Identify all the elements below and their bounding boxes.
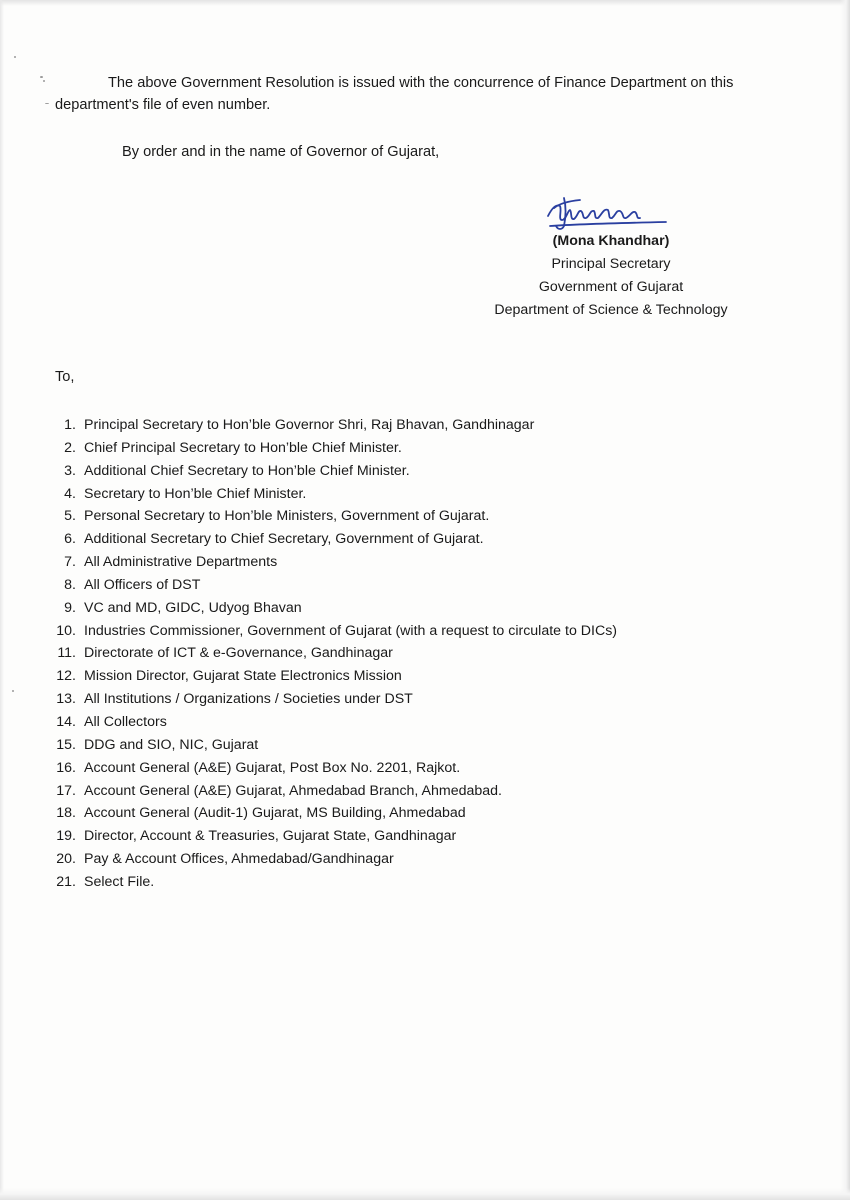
distribution-item-text: All Officers of DST: [84, 576, 201, 593]
signature-underline: [550, 222, 666, 226]
distribution-item-number: 9.: [64, 599, 76, 616]
distribution-item-text: Principal Secretary to Hon’ble Governor Shri, Raj Bhavan, Gandhinagar: [84, 417, 535, 433]
distribution-item: [0, 505, 617, 528]
order-line: By order and in the name of Governor of Gujarat,: [122, 144, 440, 160]
distribution-item-number: 17.: [56, 782, 76, 799]
distribution-item: [0, 802, 617, 825]
distribution-item-text: Mission Director, Gujarat State Electronics Mission: [84, 668, 402, 685]
distribution-item-text: Account General (A&E) Gujarat, Post Box No. 2201, Rajkot.: [84, 759, 461, 776]
distribution-item: [0, 665, 617, 688]
distribution-item-number: 10.: [56, 622, 76, 639]
distribution-item-number: 4.: [64, 485, 76, 502]
distribution-list: [0, 414, 617, 894]
distribution-item-number: 15.: [56, 736, 76, 753]
distribution-item: [0, 574, 617, 597]
distribution-item: [0, 871, 617, 894]
signature-stroke: [548, 205, 640, 220]
signatory-block: [455, 230, 767, 322]
to-label: To,: [55, 369, 75, 385]
scan-speck: [14, 56, 16, 58]
distribution-item-number: 5.: [64, 508, 76, 525]
distribution-item: [0, 711, 617, 734]
distribution-item-number: 16.: [56, 759, 76, 776]
distribution-item-number: 2.: [64, 439, 76, 456]
distribution-item-number: 7.: [64, 554, 76, 571]
distribution-item: [0, 528, 617, 551]
distribution-item-number: 20.: [56, 851, 76, 868]
distribution-item-text: All Collectors: [84, 713, 167, 730]
distribution-item: [0, 483, 617, 506]
distribution-item: [0, 642, 617, 665]
distribution-item-text: Directorate of ICT & e-Governance, Gandhinagar: [84, 645, 393, 662]
distribution-item-text: Secretary to Hon’ble Chief Minister.: [84, 485, 307, 502]
distribution-item: [0, 757, 617, 780]
distribution-item-text: Industries Commissioner, Government of Gujarat (with a request to circulate to DICs): [84, 622, 618, 639]
distribution-item-text: All Institutions / Organizations / Societies under DST: [84, 691, 413, 708]
distribution-item-number: 3.: [64, 462, 76, 479]
distribution-item-text: Additional Chief Secretary to Hon’ble Chief Minister.: [84, 462, 410, 479]
distribution-item-text: All Administrative Departments: [84, 554, 278, 571]
distribution-item-text: Pay & Account Offices, Ahmedabad/Gandhinagar: [84, 851, 394, 868]
distribution-item-number: 21.: [56, 873, 76, 890]
distribution-item-text: VC and MD, GIDC, Udyog Bhavan: [84, 599, 302, 616]
distribution-item-text: DDG and SIO, NIC, Gujarat: [84, 736, 259, 753]
distribution-item-text: Director, Account & Treasuries, Gujarat State, Gandhinagar: [84, 828, 457, 845]
distribution-item-text: Select File.: [84, 873, 155, 890]
distribution-item: [0, 437, 617, 460]
signatory-designation: Principal Secretary: [551, 256, 671, 272]
distribution-item-number: 19.: [56, 828, 76, 845]
scan-edge-top: [0, 0, 850, 6]
distribution-item-number: 18.: [56, 805, 76, 822]
distribution-item: [0, 414, 617, 437]
distribution-item-number: 8.: [64, 576, 76, 593]
resolution-line-2: department's file of even number.: [55, 97, 271, 113]
distribution-item-number: 11.: [57, 645, 76, 662]
scan-edge-bottom: [0, 1188, 850, 1200]
signatory-government: Government of Gujarat: [538, 279, 684, 295]
distribution-item-number: 12.: [56, 668, 76, 685]
scan-speck: [43, 80, 45, 82]
signatory-department: Department of Science & Technology: [494, 302, 728, 318]
signature-stroke: [554, 200, 580, 208]
distribution-item: [0, 848, 617, 871]
distribution-item-text: Chief Principal Secretary to Hon’ble Chief Minister.: [84, 439, 402, 456]
signature-image: [540, 186, 680, 236]
distribution-item: [0, 734, 617, 757]
distribution-item-number: 14.: [56, 713, 76, 730]
resolution-line-1: The above Government Resolution is issued with the concurrence of Finance Department on this: [108, 75, 734, 91]
distribution-item-number: 1.: [64, 417, 76, 433]
distribution-item-text: Account General (A&E) Gujarat, Ahmedabad Branch, Ahmedabad.: [84, 782, 502, 799]
scan-edge-right: [840, 0, 850, 1200]
scan-speck: [40, 76, 43, 78]
distribution-item-text: Personal Secretary to Hon’ble Ministers, Government of Gujarat.: [84, 508, 490, 525]
scan-speck: [45, 103, 49, 104]
distribution-item-text: Additional Secretary to Chief Secretary, Government of Gujarat.: [84, 531, 484, 548]
distribution-item: [0, 620, 617, 643]
distribution-item-text: Account General (Audit-1) Gujarat, MS Building, Ahmedabad: [84, 805, 466, 822]
distribution-item: [0, 688, 617, 711]
distribution-item: [0, 780, 617, 803]
distribution-item-number: 13.: [56, 691, 76, 708]
distribution-item: [0, 825, 617, 848]
distribution-item-number: 6.: [64, 531, 76, 548]
distribution-item: [0, 460, 617, 483]
distribution-item: [0, 597, 617, 620]
distribution-item: [0, 551, 617, 574]
signatory-name: (Mona Khandhar): [552, 233, 670, 249]
